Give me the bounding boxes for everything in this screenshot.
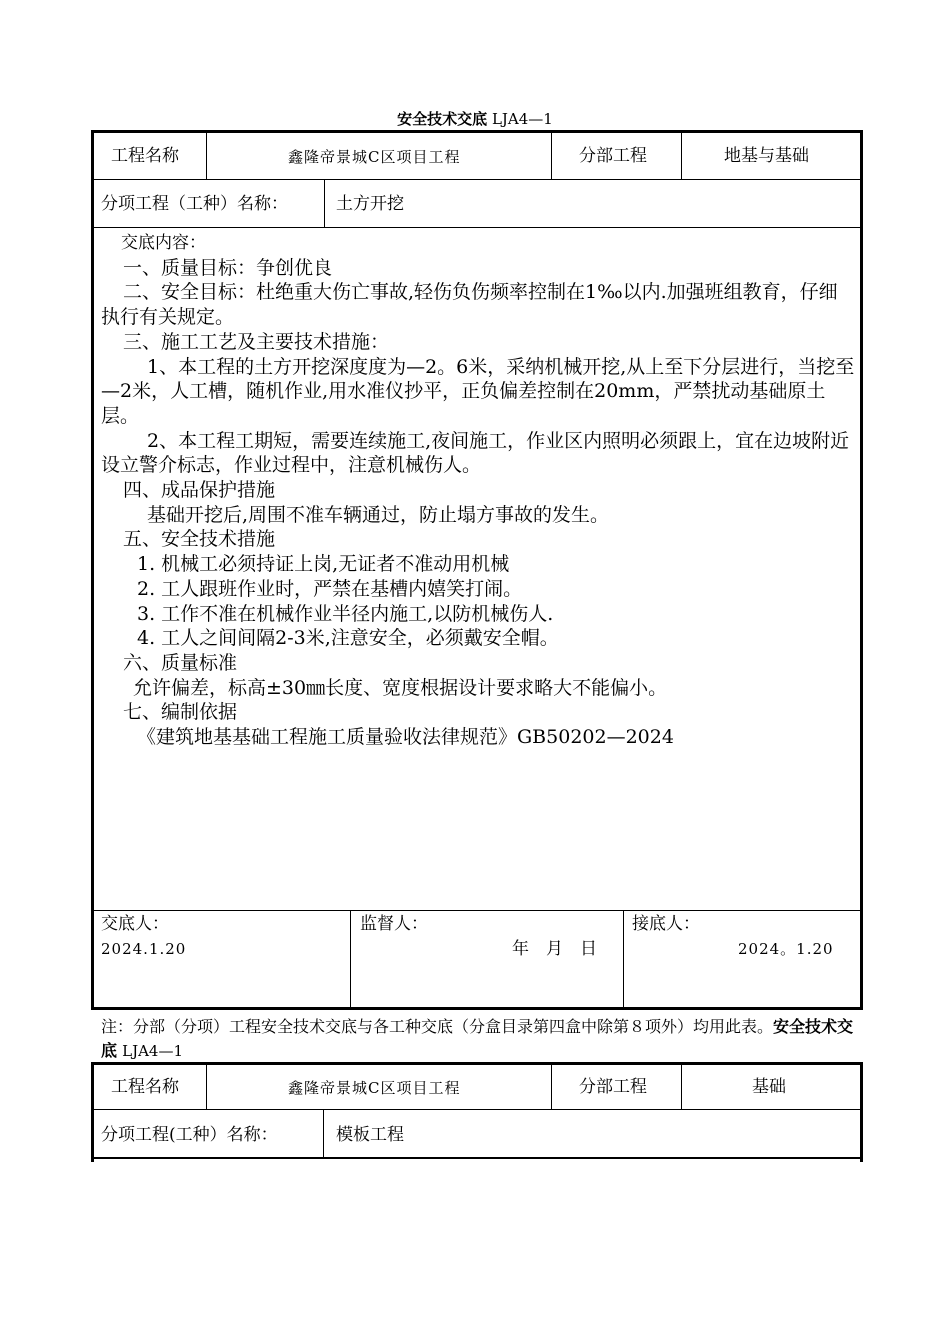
content-line: 六、质量标准: [123, 651, 238, 674]
content-line: 允许偏差，标高±30㎜长度、宽度根据设计要求略大不能偏小。: [133, 676, 668, 699]
content-line: 三、施工工艺及主要技术措施：: [123, 330, 390, 353]
col-divider: [681, 133, 682, 179]
footnote-text: 注：分部（分项）工程安全技术交底与各工种交底（分盒目录第四盒中除第８项外）均用此表。: [101, 1017, 774, 1036]
content-line: 四、成品保护措施: [123, 479, 276, 502]
supervisor-label: 监督人：: [360, 914, 428, 934]
content-line: 3. 工作不准在机械作业半径内施工,以防机械伤人.: [137, 602, 554, 625]
col-divider: [324, 180, 325, 227]
content-line: 1、本工程的土方开挖深度度为—2。6米，采纳机械开挖,从上至下分层进行，当挖至—2米，人工槽，随机作业,用水准仪抄平，正负偏差控制在20mm，严禁扰动基础原土层。: [101, 355, 855, 427]
content-line: 二、安全目标：杜绝重大伤亡事故,轻伤负伤频率控制在1‰以内.加强班组教育，仔细执行有关规定。: [101, 281, 838, 329]
content-line: 七、编制依据: [123, 701, 238, 724]
division-label: 分部工程: [579, 146, 647, 166]
content-line: 五、安全技术措施: [123, 528, 276, 551]
form-title: [0, 108, 950, 129]
form-code: LJA4—1: [491, 110, 553, 128]
project-name-label-2: 工程名称: [111, 1077, 179, 1097]
content-line: 4. 工人之间间隔2-3米,注意安全，必须戴安全帽。: [137, 627, 559, 650]
subitem-value-2: 模板工程: [336, 1125, 404, 1145]
project-name-label: 工程名称: [111, 146, 179, 166]
project-name-value: 鑫隆帝景城C区项目工程: [288, 148, 461, 166]
disclosure-content: [101, 231, 856, 750]
receiver-label: 接底人：: [632, 914, 700, 934]
content-line: 一、质量目标：争创优良: [123, 256, 333, 279]
row-divider: [91, 1157, 863, 1159]
subitem-label-2: 分项工程(工种）名称：: [101, 1125, 278, 1145]
content-line: 基础开挖后,周围不准车辆通过，防止塌方事故的发生。: [147, 503, 610, 526]
supervisor-date: 年 月 日: [512, 939, 597, 959]
subitem-label: 分项工程（工种）名称：: [101, 194, 288, 214]
col-divider: [623, 911, 624, 1007]
giver-label: 交底人：: [101, 914, 169, 934]
division-label-2: 分部工程: [579, 1077, 647, 1097]
content-line: 2、本工程工期短，需要连续施工,夜间施工，作业区内照明必须跟上，宜在边坡附近设立警介标志，作业过程中，注意机械伤人。: [101, 429, 850, 477]
row-divider: [93, 227, 860, 228]
content-line: 2. 工人跟班作业时，严禁在基槽内嬉笑打闹。: [137, 577, 523, 600]
project-name-value-2: 鑫隆帝景城C区项目工程: [288, 1079, 461, 1097]
col-divider: [551, 1065, 552, 1109]
content-line: 1. 机械工必须持证上岗,无证者不准动用机械: [137, 553, 510, 576]
form2-code: LJA4—1: [122, 1042, 184, 1060]
giver-date: 2024.1.20: [101, 940, 187, 958]
col-divider: [206, 133, 207, 179]
form-title-text: 安全技术交底: [397, 110, 488, 128]
row-divider: [93, 910, 860, 911]
col-divider: [206, 1065, 207, 1109]
receiver-date: 2024。1.20: [738, 940, 834, 958]
row-divider: [93, 1109, 860, 1110]
row-divider: [93, 179, 860, 180]
col-divider: [323, 1110, 324, 1157]
col-divider: [681, 1065, 682, 1109]
subitem-value: 土方开挖: [336, 194, 404, 214]
division-value: 地基与基础: [724, 146, 809, 166]
content-line: 《建筑地基基础工程施工质量验收法律规范》GB50202—2024: [137, 726, 674, 749]
footnote: [101, 1015, 861, 1063]
col-divider: [551, 133, 552, 179]
form2-title: 安全技术交底: [101, 1017, 854, 1060]
division-value-2: 基础: [752, 1077, 786, 1097]
content-heading: 交底内容：: [121, 233, 206, 253]
col-divider: [350, 911, 351, 1007]
